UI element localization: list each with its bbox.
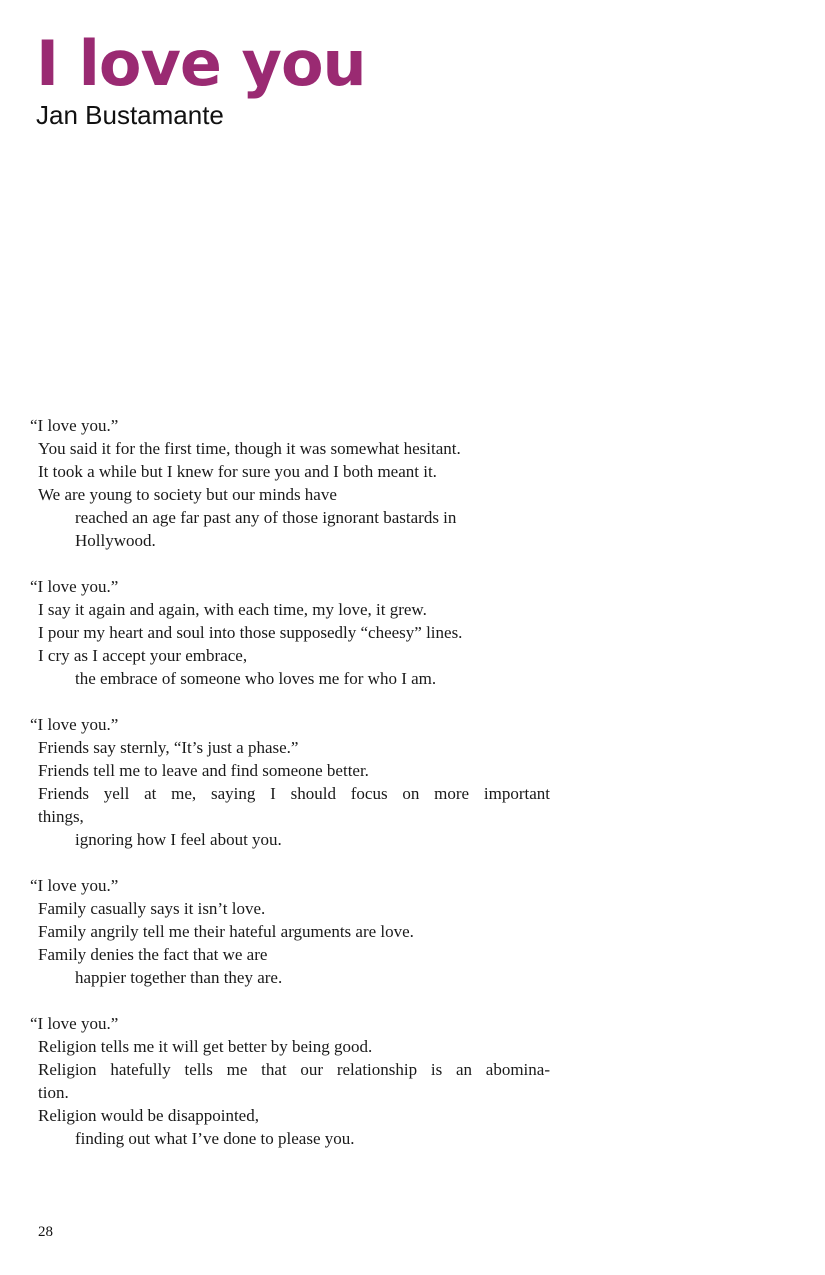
poem-line: Family denies the fact that we are <box>38 945 268 964</box>
stanza-3 <box>30 713 555 851</box>
page-number: 28 <box>38 1224 53 1240</box>
author-name: Jan Bustamante <box>36 100 224 130</box>
stanza-5 <box>30 1012 555 1150</box>
poem-line: happier together than they are. <box>75 968 283 987</box>
poem-line: Family angrily tell me their hateful arguments are love. <box>38 922 414 941</box>
poem-line: Family casually says it isn’t love. <box>38 899 266 918</box>
poem-line: tion. <box>38 1083 69 1102</box>
poem-line: “I love you.” <box>30 715 119 734</box>
poem-line: “I love you.” <box>30 416 119 435</box>
poem-line: Hollywood. <box>75 531 156 550</box>
poem-line: ignoring how I feel about you. <box>75 830 282 849</box>
poem-line: Friends yell at me, saying I should focus on more important <box>38 784 550 803</box>
stanza-1 <box>30 414 555 552</box>
poem-line: things, <box>38 807 84 826</box>
poem-line: Religion hatefully tells me that our relationship is an abomina- <box>38 1060 550 1079</box>
poem-line: “I love you.” <box>30 1014 119 1033</box>
poem-line: the embrace of someone who loves me for who I am. <box>75 669 437 688</box>
poem-line: I pour my heart and soul into those supposedly “cheesy” lines. <box>38 623 463 642</box>
poem-line: reached an age far past any of those ignorant bastards in <box>75 508 457 527</box>
poem-line: Friends tell me to leave and find someone better. <box>38 761 369 780</box>
poem-line: Religion tells me it will get better by being good. <box>38 1037 373 1056</box>
poem-line: We are young to society but our minds have <box>38 485 337 504</box>
poem-line: I cry as I accept your embrace, <box>38 646 248 665</box>
poem-body <box>30 414 555 1173</box>
stanza-2 <box>30 575 555 690</box>
poem-title: I love you <box>36 27 366 100</box>
poem-line: finding out what I’ve done to please you. <box>75 1129 355 1148</box>
poem-line: You said it for the first time, though it was somewhat hesitant. <box>38 439 461 458</box>
poem-line: Friends say sternly, “It’s just a phase.” <box>38 738 299 757</box>
poem-line: It took a while but I knew for sure you and I both meant it. <box>38 462 437 481</box>
stanza-4 <box>30 874 555 989</box>
poem-line: “I love you.” <box>30 876 119 895</box>
poem-line: Religion would be disappointed, <box>38 1106 259 1125</box>
poem-line: I say it again and again, with each time, my love, it grew. <box>38 600 427 619</box>
poem-line: “I love you.” <box>30 577 119 596</box>
